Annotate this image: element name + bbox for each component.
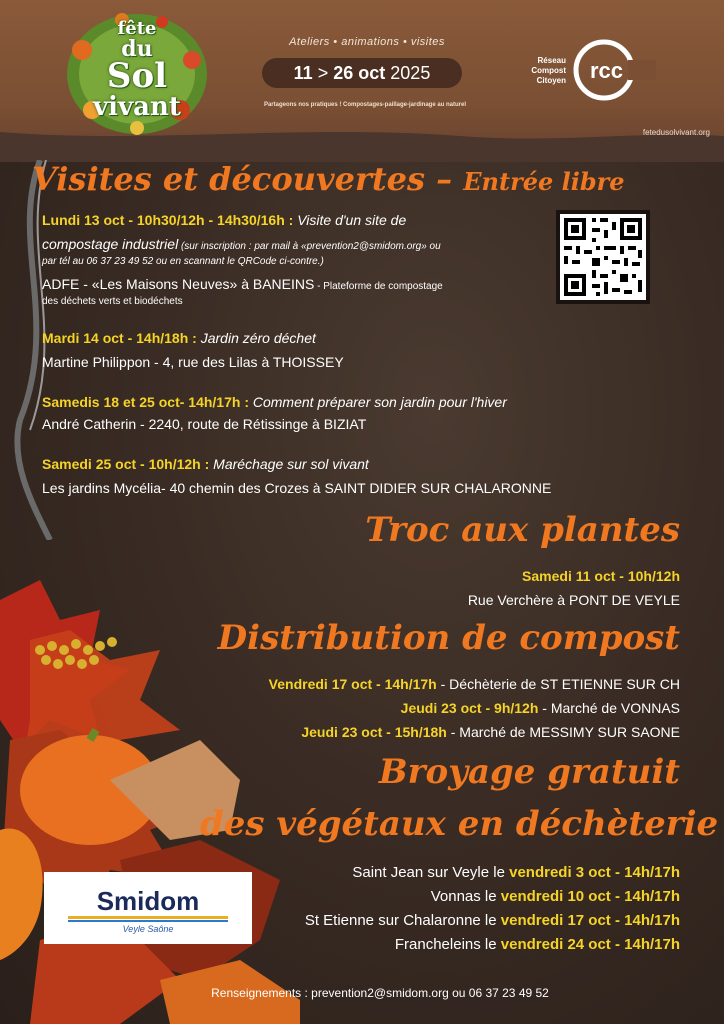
visite-1-place-note-b: des déchets verts et biodéchets — [42, 296, 183, 307]
visite-1-what-b: compostage industriel — [42, 236, 179, 252]
troc-title: Troc aux plantes — [365, 510, 680, 550]
broyage-4 — [260, 936, 680, 953]
footer-contact: Renseignements : prevention2@smidom.org ou 06 37 23 49 52 — [211, 986, 549, 1000]
visite-3-when-line — [42, 394, 507, 410]
visite-1-note-b: par tél au 06 37 23 49 52 ou en scannant le QRCode ci-contre.) — [42, 256, 324, 267]
smidom-bar-blue — [68, 920, 228, 922]
broyage-3-when: vendredi 17 oct - 14h/17h — [500, 912, 680, 929]
visite-1-what-a: Visite d'un site de — [293, 212, 407, 228]
broyage-title-line-1: Broyage gratuit — [378, 752, 680, 792]
logo-text-du: du — [121, 36, 153, 62]
logo-text-vivant: vivant — [93, 92, 181, 122]
visite-4-what: Maréchage sur sol vivant — [209, 456, 369, 472]
date-end: 26 oct — [333, 63, 386, 83]
visite-1-note-a: (sur inscription : par mail à «prevention2@smidom.org» ou — [178, 241, 441, 252]
visite-1-place-line — [42, 276, 443, 292]
date-start: 11 — [293, 63, 313, 83]
visite-1-place-note-a: - Plateforme de compostage — [314, 281, 443, 292]
reseau-compost-citoyen-label — [500, 56, 566, 86]
broyage-1 — [260, 864, 680, 881]
troc-when: Samedi 11 oct - 10h/12h — [522, 568, 680, 584]
visite-4-when-line — [42, 456, 369, 472]
logo-text-sol: Sol — [106, 56, 168, 96]
reseau-line-3: Citoyen — [536, 76, 566, 85]
smidom-subtitle: Veyle Saône — [122, 924, 174, 934]
visite-3-what: Comment préparer son jardin pour l'hiver — [248, 394, 507, 410]
event-date-range — [262, 58, 462, 88]
visite-1-place: ADFE - «Les Maisons Neuves» à BANEINS — [42, 276, 315, 292]
troc-place: Rue Verchère à PONT DE VEYLE — [467, 592, 680, 608]
header-banner — [0, 0, 724, 152]
visite-1-what-line — [42, 236, 441, 252]
visite-3-place: André Catherin - 2240, route de Rétissinge à BIZIAT — [42, 416, 367, 432]
header-tagline: Ateliers • animations • visites — [289, 36, 445, 48]
distribution-3-when: Jeudi 23 oct - 15h/18h — [301, 724, 447, 740]
broyage-4-place: Francheleins le — [394, 936, 501, 953]
fete-du-sol-vivant-logo — [62, 10, 212, 138]
visite-2-when-line — [42, 330, 316, 346]
logo-text-fete: fête — [117, 18, 157, 39]
rcc-logo-text: rcc — [590, 58, 624, 83]
qr-code-icon — [556, 210, 650, 304]
broyage-1-place: Saint Jean sur Veyle le — [352, 864, 510, 881]
visites-title-text: Visites et découvertes — [32, 160, 425, 198]
visite-1-when-line — [42, 212, 406, 228]
rcc-logo-icon — [572, 38, 656, 102]
smidom-logo — [44, 872, 252, 944]
broyage-title-line-2: des végétaux en déchèterie — [200, 804, 719, 844]
visite-2-place: Martine Philippon - 4, rue des Lilas à THOISSEY — [42, 354, 344, 370]
distribution-2-place: - Marché de VONNAS — [538, 700, 680, 716]
distribution-1-place: - Déchèterie de ST ETIENNE SUR CH — [436, 676, 680, 692]
visite-1-when: Lundi 13 oct - 10h30/12h - 14h30/16h : — [42, 212, 294, 228]
smidom-name: Smidom — [96, 886, 200, 916]
visite-3-when: Samedis 18 et 25 oct- 14h/17h : — [42, 394, 249, 410]
visite-2-what: Jardin zéro déchet — [196, 330, 316, 346]
distribution-2-when: Jeudi 23 oct - 9h/12h — [400, 700, 539, 716]
date-year: 2025 — [390, 63, 431, 83]
site-url: fetedusolvivant.org — [642, 128, 710, 137]
smidom-bar-yellow — [68, 916, 228, 919]
broyage-4-when: vendredi 24 oct - 14h/17h — [500, 936, 680, 953]
visites-title — [32, 160, 625, 198]
date-separator: > — [317, 63, 329, 83]
broyage-3-place: St Etienne sur Chalaronne le — [304, 912, 501, 929]
visite-2-when: Mardi 14 oct - 14h/18h : — [42, 330, 197, 346]
broyage-1-when: vendredi 3 oct - 14h/17h — [509, 864, 680, 881]
broyage-3 — [260, 912, 680, 929]
visites-title-dash: – — [436, 160, 453, 198]
reseau-line-2: Compost — [531, 66, 566, 75]
broyage-2-when: vendredi 10 oct - 14h/17h — [500, 888, 680, 905]
broyage-2-place: Vonnas le — [430, 888, 501, 905]
header-subline: Partageons nos pratiques ! Compostages-paillage-jardinage au naturel — [263, 102, 467, 108]
distribution-3 — [180, 724, 680, 740]
distribution-title: Distribution de compost — [217, 618, 680, 658]
broyage-2 — [260, 888, 680, 905]
distribution-1 — [180, 676, 680, 692]
visite-4-place: Les jardins Mycélia- 40 chemin des Crozes à SAINT DIDIER SUR CHALARONNE — [42, 480, 552, 496]
visites-subtitle: Entrée libre — [463, 167, 625, 196]
distribution-1-when: Vendredi 17 oct - 14h/17h — [268, 676, 437, 692]
qr-code[interactable] — [556, 210, 650, 304]
reseau-line-1: Réseau — [537, 56, 566, 65]
distribution-2 — [180, 700, 680, 716]
visite-4-when: Samedi 25 oct - 10h/12h : — [42, 456, 210, 472]
distribution-3-place: - Marché de MESSIMY SUR SAONE — [446, 724, 680, 740]
